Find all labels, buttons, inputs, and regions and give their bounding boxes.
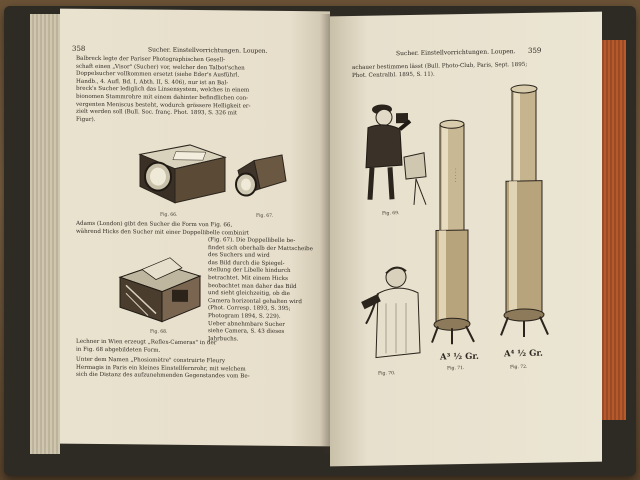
fig-68-caption: Fig. 68. (150, 329, 168, 335)
text-line: in Fig. 68 abgebildeten Form. (76, 346, 161, 354)
text-line: findet sich oberhalb der Mattscheibe (208, 244, 313, 252)
text-line: Doppelsucher vollkommen ersetzt (siehe Eder's Ausführl. (76, 70, 240, 79)
text-line: beobachtet man daher das Bild (208, 282, 297, 290)
text-line: das Bild durch die Spiegel- (208, 259, 285, 267)
fig-66-viewfinder-illustration (130, 134, 230, 210)
left-paragraph-4 (76, 357, 316, 382)
left-paragraph-2-top (76, 221, 316, 239)
right-page-edges (600, 40, 626, 420)
fig-72-tube-illustration (498, 80, 554, 341)
text-line: Handb., 4. Aufl. Bd. I, Abth. II, S. 406), nur ist an Bal- (76, 78, 229, 87)
right-running-head: Sucher. Einstellvorrichtungen. Loupen. (396, 48, 516, 58)
fig-71-tube-illustration (430, 118, 480, 349)
fig-66-caption: Fig. 66. (160, 212, 178, 218)
text-line: stellung der Libelle hindurch (208, 267, 291, 275)
fig-67-level-viewfinder-illustration (232, 150, 292, 211)
text-line: Lechner in Wien erzeugt „Reflex-Cameras" in der (76, 338, 217, 347)
text-line: Adams (London) gibt den Sucher die Form von Fig. 66, (76, 220, 233, 229)
text-line: schaft einen „Visor" (Sucher) vor, welcher den Talbot'schen (76, 63, 245, 72)
right-top-text (352, 61, 592, 80)
left-paragraph-2-side (208, 237, 318, 344)
text-line: achauer bestimmen lässt (Bull. Photo-Club, Paris, Sept. 1895; (352, 61, 528, 71)
text-line: Unter dem Namen „Phosiomètre" construirte Fleury (76, 356, 226, 365)
tube-label-71: A³ ½ Gr. (440, 351, 480, 363)
text-line: bionomen Stammrohre mit einem dahinter befindlichen con- (76, 93, 249, 102)
left-paragraph-1 (76, 56, 316, 127)
left-paragraph-3 (76, 339, 316, 357)
text-line: Balbreck legte der Pariser Photographischen Gesell- (76, 55, 226, 64)
text-line: während Hicks den Sucher mit einer Doppellibelle combinirt (76, 228, 250, 237)
text-line: Photogram 1894, S. 229). (208, 313, 281, 320)
text-line: und sieht gleichzeitig, ob die (208, 290, 290, 298)
text-line: Hermagis in Paris ein kleines Einstellfernrohr, mit welchem (76, 364, 246, 373)
text-line: betrachtet. Mit einem Hicks (208, 275, 288, 282)
left-page-edges (30, 14, 60, 454)
right-page (330, 12, 602, 467)
left-page (60, 9, 330, 447)
fig-69-caption: Fig. 69. (382, 211, 400, 217)
text-line: vergenten Meniscus besteht, wodurch grössere Helligkeit er- (76, 101, 251, 110)
text-line: sich die Distanz des aufzunehmenden Gegenstandes vom Be- (76, 371, 250, 380)
text-line: siehe Camera, S. 43 dieses (208, 328, 285, 336)
fig-67-caption: Fig. 67. (256, 213, 274, 219)
right-page-number: 359 (528, 46, 542, 55)
fig-68-reflex-camera-illustration (112, 249, 207, 328)
text-line: des Suchers und wird (208, 252, 270, 259)
tube-engraving: · · · · · (452, 168, 458, 183)
left-page-number: 358 (72, 44, 86, 53)
fig-72-caption: Fig. 72. (510, 364, 528, 371)
fig-71-caption: Fig. 71. (447, 366, 465, 372)
text-line: zielt werden soll (Bull. Soc. franç. Phot. 1893, S. 326 mit (76, 108, 238, 117)
left-running-head: Sucher. Einstellvorrichtungen. Loupen. (148, 46, 268, 55)
text-line: Ueber abnehmbare Sucher (208, 320, 285, 328)
text-line: Jahrbuchs. (208, 335, 239, 343)
text-line: (Phot. Corresp. 1893, S. 395; (208, 305, 291, 313)
text-line: Phot. Centralbl. 1895, S. 11). (352, 71, 435, 79)
text-line: (Fig. 67). Die Doppellibelle be- (208, 237, 296, 245)
text-line: breck's Sucher lediglich das Linsensystem, welches in einem (76, 86, 250, 94)
fig-69-man-with-finder-illustration (354, 87, 434, 208)
text-line: Camera horizontal gehalten wird (208, 297, 302, 305)
fig-70-caption: Fig. 70. (378, 371, 396, 377)
tube-label-72: A⁴ ½ Gr. (504, 348, 544, 360)
fig-70-man-with-telemeter-illustration (356, 253, 436, 377)
text-line: Figur). (76, 116, 96, 123)
